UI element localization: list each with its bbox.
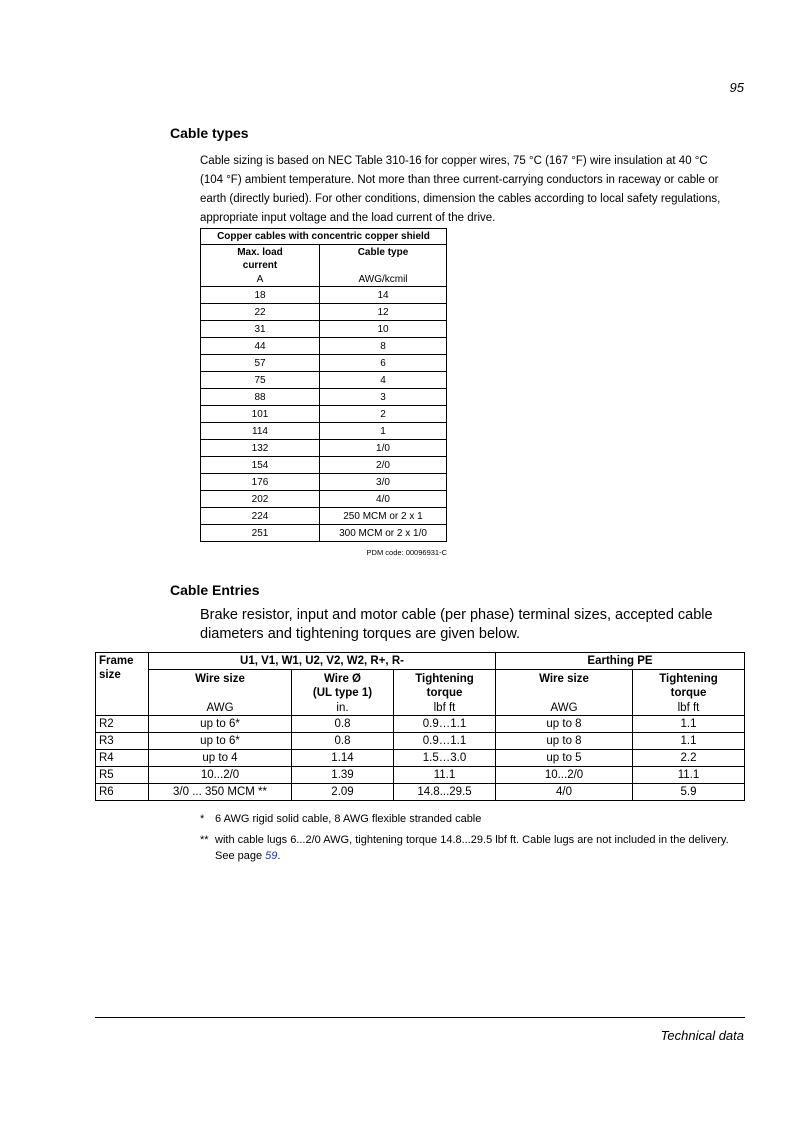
- current-unit: A: [201, 272, 320, 287]
- tightening-torque-header: [394, 670, 496, 701]
- table-row: [201, 321, 447, 338]
- frame-size-cell: R6: [96, 784, 149, 801]
- footnote-mark: **: [200, 834, 209, 846]
- cable-type-cell: 1: [320, 423, 447, 440]
- unit-cell: AWG: [496, 700, 633, 716]
- header-line: Tightening: [415, 673, 474, 685]
- pe-wire-size-cell: up to 8: [496, 733, 633, 750]
- cable-type-cell: 250 MCM or 2 x 1: [320, 508, 447, 525]
- cable-type-cell: 10: [320, 321, 447, 338]
- table-row: [201, 338, 447, 355]
- footnote-text: [215, 832, 745, 864]
- table-row: [96, 716, 745, 733]
- pe-wire-size-cell: 10...2/0: [496, 767, 633, 784]
- wire-diameter-cell: 0.8: [292, 716, 394, 733]
- table-row: [201, 491, 447, 508]
- pe-torque-cell: 11.1: [633, 767, 745, 784]
- table-caption: Copper cables with concentric copper shield: [201, 229, 447, 245]
- pe-wire-size-cell: up to 5: [496, 750, 633, 767]
- pe-torque-cell: 1.1: [633, 733, 745, 750]
- pe-wire-size-header: [496, 670, 633, 701]
- max-load-current-cell: 101: [201, 406, 320, 423]
- max-load-current-cell: 154: [201, 457, 320, 474]
- pe-wire-size-cell: 4/0: [496, 784, 633, 801]
- wire-diameter-cell: 2.09: [292, 784, 394, 801]
- cable-entries-paragraph: [200, 606, 745, 644]
- max-load-current-cell: 224: [201, 508, 320, 525]
- pe-torque-cell: 1.1: [633, 716, 745, 733]
- cable-type-cell: 1/0: [320, 440, 447, 457]
- paragraph-line: Cable sizing is based on NEC Table 310-16 for copper wires, 75 °C (167 °F) wire insulation at 40 °C: [200, 155, 708, 167]
- cable-types-paragraph: [200, 152, 745, 228]
- wire-diameter-header: [292, 670, 394, 701]
- header-line: torque: [670, 687, 707, 699]
- header-line: Wire size: [539, 673, 589, 685]
- wire-size-cell: up to 6*: [149, 716, 292, 733]
- cable-type-cell: 12: [320, 304, 447, 321]
- table-row: [201, 508, 447, 525]
- tightening-torque-cell: 1.5…3.0: [394, 750, 496, 767]
- paragraph-line: diameters and tightening torques are given below.: [200, 626, 521, 642]
- header-line: Tightening: [659, 673, 718, 685]
- unit-cell: AWG: [149, 700, 292, 716]
- cable-type-cell: 8: [320, 338, 447, 355]
- frame-size-cell: R2: [96, 716, 149, 733]
- unit-cell: lbf ft: [633, 700, 745, 716]
- max-load-current-cell: 22: [201, 304, 320, 321]
- footnote-2: [200, 832, 745, 864]
- frame-unit-cell: [96, 700, 149, 716]
- table-row: [96, 733, 745, 750]
- paragraph-line: Brake resistor, input and motor cable (per phase) terminal sizes, accepted cable: [200, 607, 713, 623]
- wire-size-cell: up to 4: [149, 750, 292, 767]
- wire-diameter-cell: 1.39: [292, 767, 394, 784]
- tightening-torque-cell: 14.8...29.5: [394, 784, 496, 801]
- table-row: [201, 304, 447, 321]
- unit-cell: lbf ft: [394, 700, 496, 716]
- wire-size-cell: 3/0 ... 350 MCM **: [149, 784, 292, 801]
- table-row: [201, 406, 447, 423]
- wire-diameter-cell: 1.14: [292, 750, 394, 767]
- max-load-current-cell: 31: [201, 321, 320, 338]
- table-row: [96, 750, 745, 767]
- max-load-current-cell: 44: [201, 338, 320, 355]
- footnote-period: .: [277, 850, 281, 862]
- max-load-current-cell: 251: [201, 525, 320, 542]
- frame-size-cell: R4: [96, 750, 149, 767]
- max-load-current-cell: 18: [201, 287, 320, 304]
- max-load-current-cell: 88: [201, 389, 320, 406]
- page-link[interactable]: 59: [265, 850, 278, 862]
- table-row: [201, 423, 447, 440]
- frame-header-line: Frame: [99, 655, 134, 667]
- table-row: [201, 355, 447, 372]
- table-row: [201, 474, 447, 491]
- max-load-current-cell: 202: [201, 491, 320, 508]
- cable-type-cell: 2: [320, 406, 447, 423]
- pe-torque-cell: 2.2: [633, 750, 745, 767]
- cable-unit: AWG/kcmil: [320, 272, 447, 287]
- wire-size-header: [149, 670, 292, 701]
- table-row: [201, 525, 447, 542]
- earthing-pe-header: Earthing PE: [496, 653, 745, 670]
- tightening-torque-cell: 11.1: [394, 767, 496, 784]
- header-line: Wire Ø: [324, 673, 361, 685]
- paragraph-line: earth (directly buried). For other conditions, dimension the cables according to local safety regulations,: [200, 193, 721, 205]
- footnote-mark: *: [200, 813, 205, 825]
- cable-type-cell: 14: [320, 287, 447, 304]
- max-load-current-cell: 132: [201, 440, 320, 457]
- footer-rule: [95, 1017, 745, 1018]
- table-row: [201, 389, 447, 406]
- footnote-1: [200, 811, 745, 827]
- pe-wire-size-cell: up to 8: [496, 716, 633, 733]
- cable-type-cell: 300 MCM or 2 x 1/0: [320, 525, 447, 542]
- frame-header-line: size: [99, 669, 121, 681]
- cable-type-cell: 4/0: [320, 491, 447, 508]
- cable-type-header: Cable type: [320, 245, 447, 273]
- table-row: [201, 440, 447, 457]
- footnote-body: with cable lugs 6...2/0 AWG, tightening torque 14.8...29.5 lbf ft. Cable lugs are not included in the delivery. See page: [215, 834, 729, 862]
- page-number: 95: [729, 80, 744, 95]
- cable-type-cell: 3/0: [320, 474, 447, 491]
- table-row: [96, 784, 745, 801]
- wire-size-cell: up to 6*: [149, 733, 292, 750]
- paragraph-line: (104 °F) ambient temperature. Not more than three current-carrying conductors in raceway or cable or: [200, 174, 719, 186]
- terminal-group-header: U1, V1, W1, U2, V2, W2, R+, R-: [149, 653, 496, 670]
- max-load-current-cell: 75: [201, 372, 320, 389]
- cable-type-cell: 2/0: [320, 457, 447, 474]
- cable-entries-table: [95, 652, 745, 801]
- frame-size-cell: R5: [96, 767, 149, 784]
- wire-diameter-cell: 0.8: [292, 733, 394, 750]
- max-load-current-cell: 57: [201, 355, 320, 372]
- table-row: [201, 372, 447, 389]
- header-line: (UL type 1): [312, 687, 373, 699]
- pdm-code: PDM code: 00096931-C: [366, 548, 447, 557]
- table-row: [96, 767, 745, 784]
- table-row: [201, 287, 447, 304]
- header-line: Wire size: [195, 673, 245, 685]
- pe-tightening-torque-header: [633, 670, 745, 701]
- frame-size-cell: R3: [96, 733, 149, 750]
- table-row: [201, 457, 447, 474]
- cable-type-cell: 6: [320, 355, 447, 372]
- cable-type-cell: 3: [320, 389, 447, 406]
- unit-cell: in.: [292, 700, 394, 716]
- footer-title: Technical data: [660, 1028, 744, 1043]
- header-line: torque: [426, 687, 463, 699]
- copper-cable-table: [200, 228, 447, 542]
- max-load-current-cell: 176: [201, 474, 320, 491]
- footnote-text: 6 AWG rigid solid cable, 8 AWG flexible stranded cable: [215, 813, 482, 825]
- wire-size-cell: 10...2/0: [149, 767, 292, 784]
- cable-entries-heading: Cable Entries: [170, 582, 260, 598]
- max-load-current-cell: 114: [201, 423, 320, 440]
- cable-types-heading: Cable types: [170, 125, 249, 141]
- paragraph-line: appropriate input voltage and the load current of the drive.: [200, 212, 496, 224]
- max-load-current-header: Max. load current: [201, 245, 320, 273]
- frame-size-header: [96, 653, 149, 701]
- cable-type-cell: 4: [320, 372, 447, 389]
- pe-torque-cell: 5.9: [633, 784, 745, 801]
- tightening-torque-cell: 0.9…1.1: [394, 716, 496, 733]
- tightening-torque-cell: 0.9…1.1: [394, 733, 496, 750]
